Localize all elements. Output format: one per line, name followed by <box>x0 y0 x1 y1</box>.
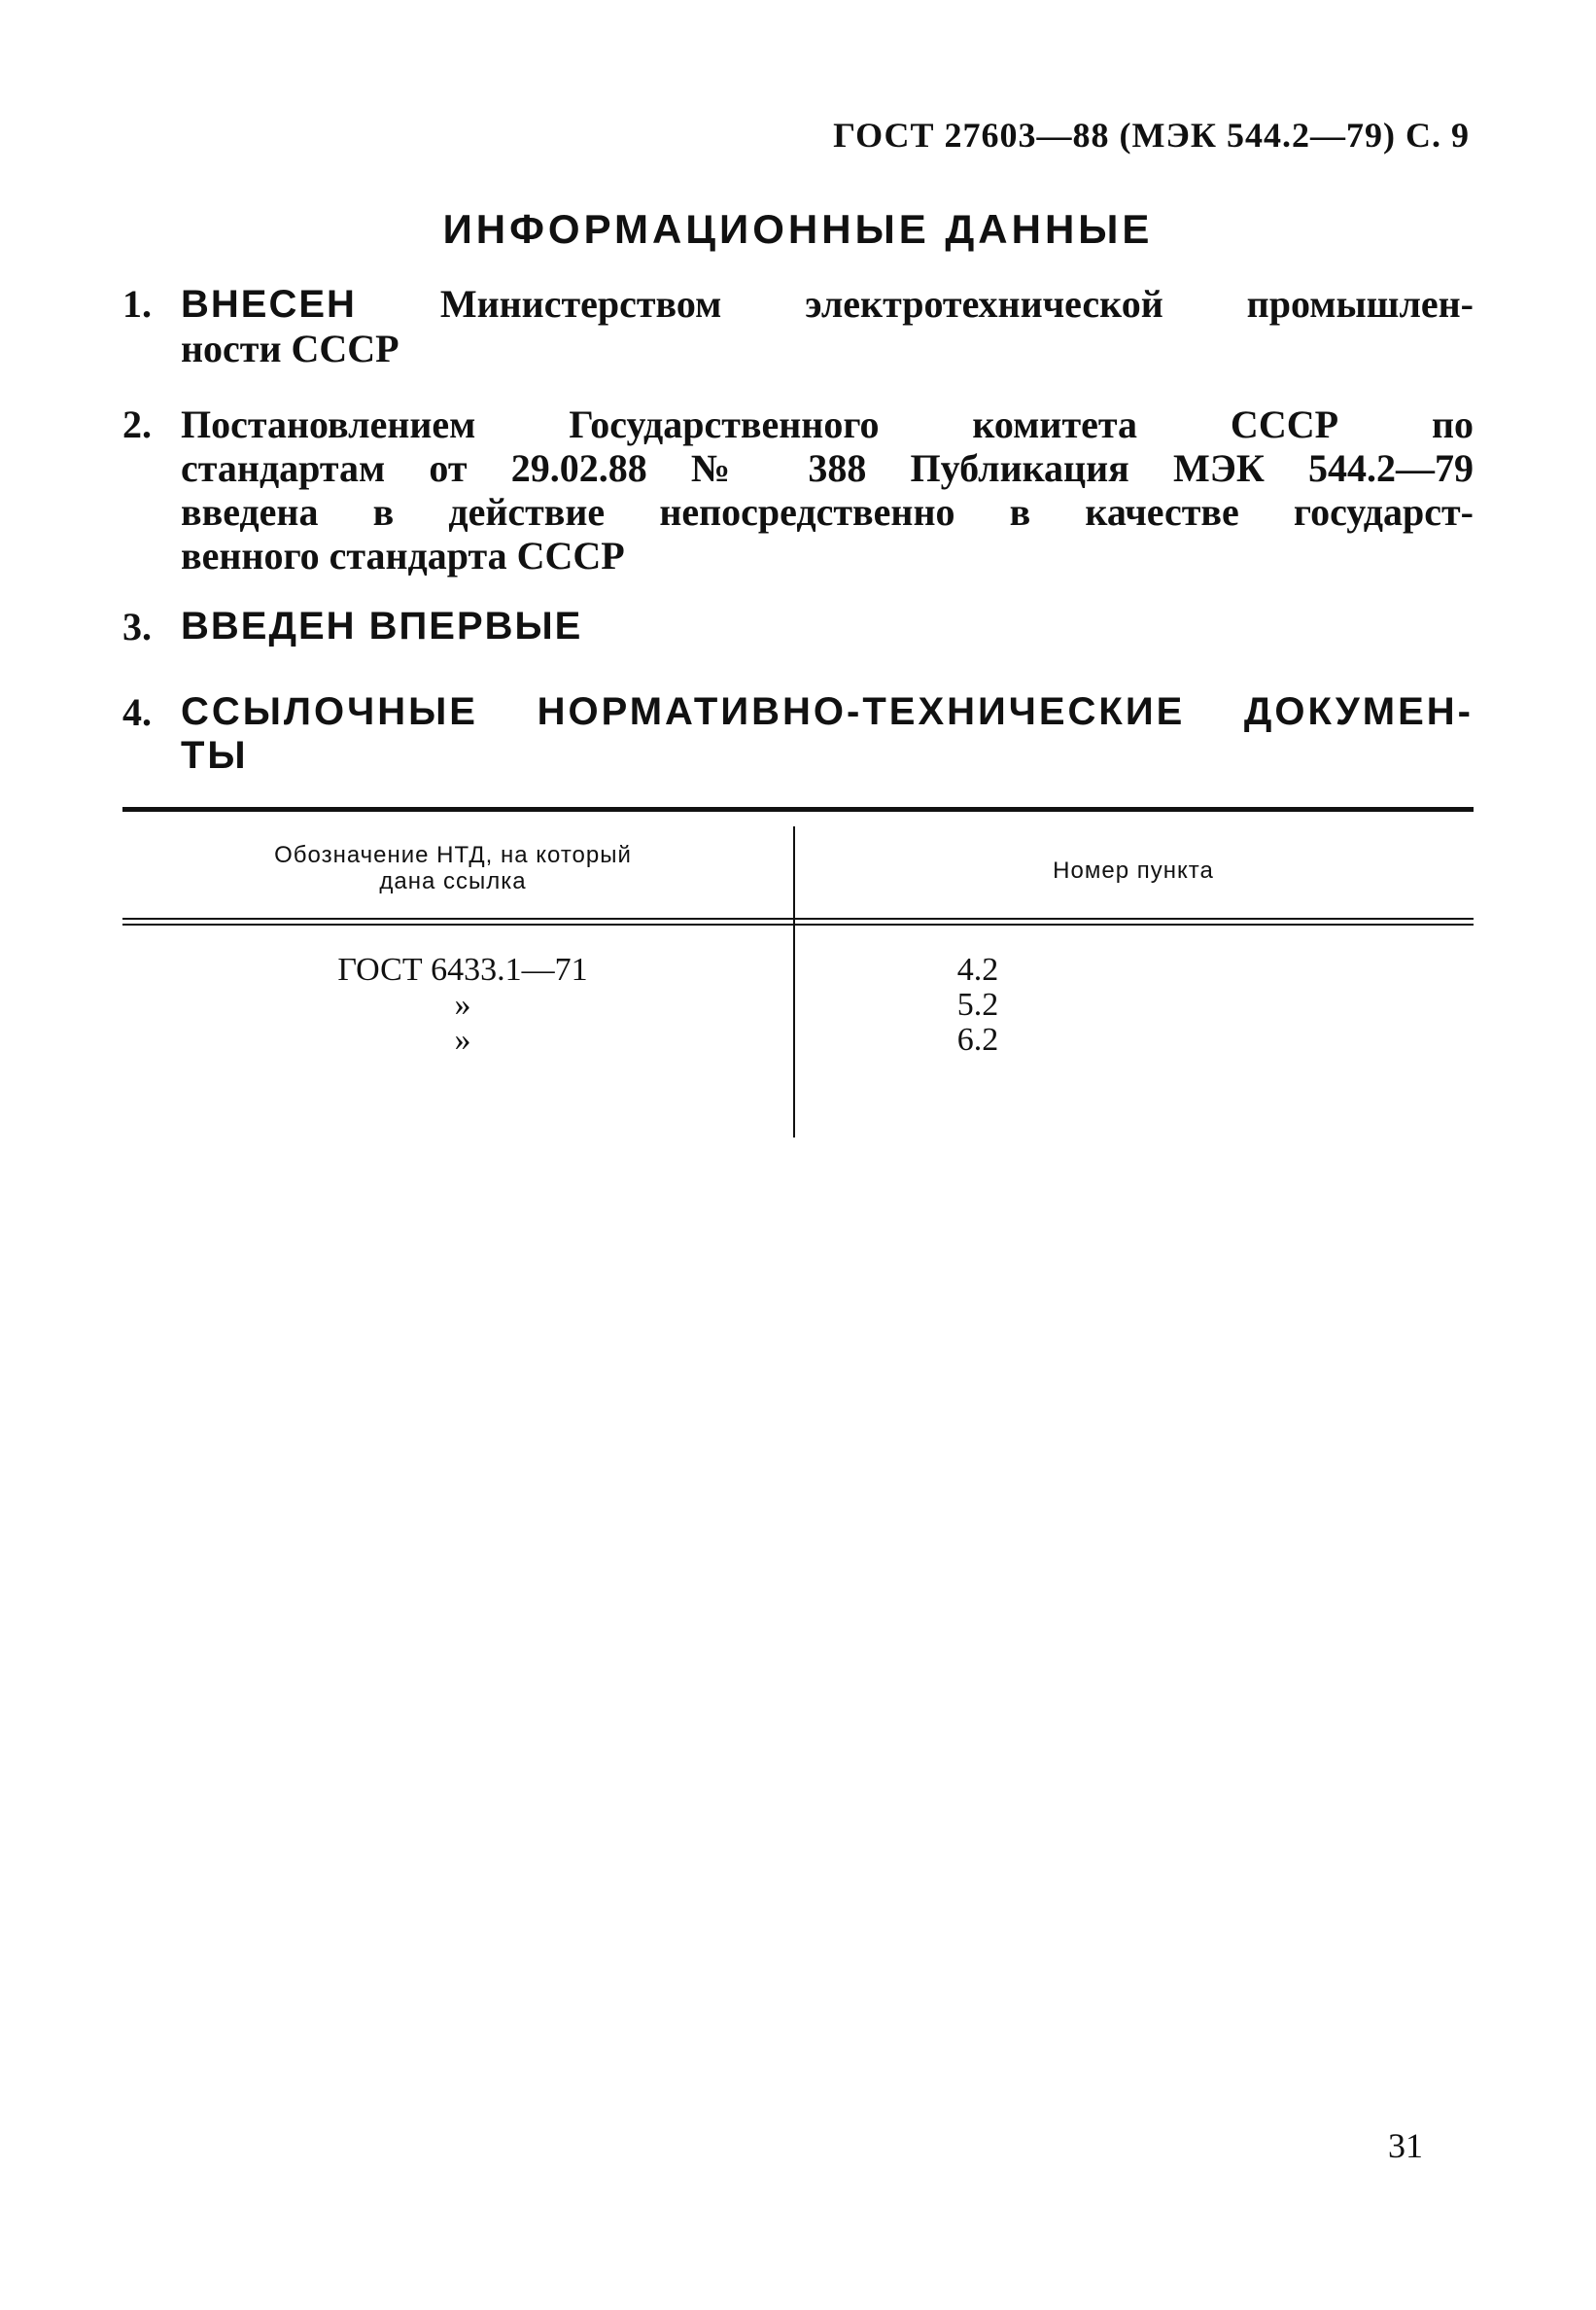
info-item-1 <box>122 282 1474 370</box>
header-line: Обозначение НТД, на который <box>274 842 632 868</box>
page-number: 31 <box>1388 2126 1423 2165</box>
table-column-divider <box>793 826 795 1138</box>
table-cell-designation: » <box>454 987 471 1023</box>
item-line: введена в действие непосредственно в качестве государст- <box>181 490 1474 534</box>
item-body: ВВЕДЕН ВПЕРВЫЕ <box>181 605 583 648</box>
table-cell-clause: 4.2 <box>956 952 999 988</box>
designation-column <box>239 953 686 1058</box>
header-line: дана ссылка <box>379 868 527 894</box>
table-top-rule <box>122 807 1474 812</box>
table-header-rule <box>122 918 1474 926</box>
table-cell-clause: 5.2 <box>956 987 999 1023</box>
item-lead: ВНЕСЕН <box>181 283 357 326</box>
table-header-clause: Номер пункта <box>1053 858 1214 884</box>
item-body <box>181 690 1474 778</box>
clause-column <box>881 953 1075 1058</box>
item-line: венного стандарта СССР <box>181 534 625 578</box>
item-line: ТЫ <box>181 734 249 777</box>
info-item-3 <box>122 605 1474 648</box>
table-header-designation <box>161 842 745 894</box>
info-item-2 <box>122 402 1474 578</box>
table-cell-designation: ГОСТ 6433.1—71 <box>337 952 588 988</box>
info-item-4 <box>122 690 1474 778</box>
item-number: 2. <box>122 402 152 446</box>
item-number: 1. <box>122 282 152 326</box>
item-line: Постановлением Государственного комитета СССР по <box>181 402 1474 446</box>
section-title: ИНФОРМАЦИОННЫЕ ДАННЫЕ <box>442 206 1154 252</box>
item-line: ССЫЛОЧНЫЕ НОРМАТИВНО-ТЕХНИЧЕСКИЕ ДОКУМЕН- <box>181 690 1474 733</box>
item-line: ности СССР <box>181 327 399 370</box>
item-line <box>181 282 1474 327</box>
item-body <box>181 282 1474 370</box>
item-body <box>181 402 1474 578</box>
item-number: 4. <box>122 690 152 734</box>
item-number: 3. <box>122 605 152 648</box>
running-header: ГОСТ 27603—88 (МЭК 544.2—79) С. 9 <box>833 116 1470 155</box>
item-text: Министерством электротехнической промышлен- <box>439 282 1474 326</box>
table-cell-designation: » <box>454 1022 471 1058</box>
reference-table <box>122 807 1474 1138</box>
table-cell-clause: 6.2 <box>956 1022 999 1058</box>
item-line: стандартам от 29.02.88 № 388 Публикация МЭК 544.2—79 <box>181 446 1474 490</box>
